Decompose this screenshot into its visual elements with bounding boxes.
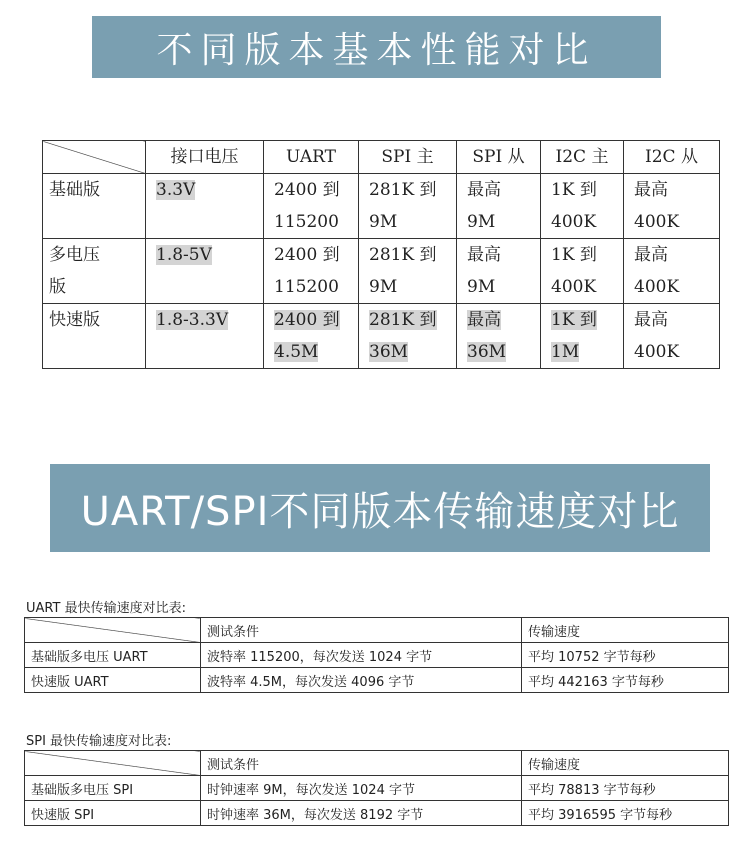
header-cell: SPI 从 [457, 141, 541, 174]
cell-line: 最高 [467, 245, 501, 265]
cell-line: 1.8-5V [156, 245, 212, 265]
table-cell [457, 304, 541, 369]
table-cell [457, 174, 541, 239]
cell-line: 115200 [274, 277, 339, 297]
table-cell [359, 174, 457, 239]
cell-line: 9M [369, 277, 398, 297]
row-label: 快速版 [43, 304, 146, 369]
cell-line: 2400 到 [274, 310, 340, 330]
table-row [25, 643, 729, 668]
section-title-speed: UART/SPI不同版本传输速度对比 [50, 464, 710, 552]
row-label: 基础版 [43, 174, 146, 239]
table-cell: 波特率 4.5M，每次发送 4096 字节 [201, 668, 522, 693]
table-header-row [25, 618, 729, 643]
cell-line: 3.3V [156, 180, 196, 200]
table-row [43, 174, 720, 239]
row-label [43, 239, 146, 304]
row-label: 基础版多电压 UART [25, 643, 201, 668]
diagonal-header-cell [43, 141, 146, 174]
table-cell: 平均 442163 字节每秒 [522, 668, 729, 693]
uart-speed-table [24, 617, 729, 693]
cell-line: 1K 到 [551, 245, 597, 265]
header-cell: 测试条件 [201, 751, 522, 776]
cell-line: 最高 [467, 180, 501, 200]
header-cell: SPI 主 [359, 141, 457, 174]
table-cell [359, 304, 457, 369]
table-cell [264, 304, 359, 369]
diagonal-header-cell [25, 751, 201, 776]
header-cell: I2C 主 [541, 141, 624, 174]
cell-line: 281K 到 [369, 180, 437, 200]
cell-line: 1.8-3.3V [156, 310, 229, 330]
cell-line: 400K [634, 212, 680, 232]
table-cell [264, 239, 359, 304]
cell-line: 2400 到 [274, 180, 340, 200]
header-cell: 传输速度 [522, 751, 729, 776]
cell-line: 最高 [634, 180, 668, 200]
table-cell [264, 174, 359, 239]
table-row [43, 304, 720, 369]
table-cell: 时钟速率 36M，每次发送 8192 字节 [201, 801, 522, 826]
uart-table-caption: UART 最快传输速度对比表: [26, 601, 186, 616]
header-cell: 接口电压 [146, 141, 264, 174]
table-cell [146, 174, 264, 239]
table-cell: 波特率 115200，每次发送 1024 字节 [201, 643, 522, 668]
table-cell [541, 174, 624, 239]
cell-line: 281K 到 [369, 245, 437, 265]
table-cell [457, 239, 541, 304]
cell-line: 281K 到 [369, 310, 437, 330]
cell-line: 最高 [634, 245, 668, 265]
cell-line: 9M [369, 212, 398, 232]
cell-line: 115200 [274, 212, 339, 232]
table-cell [624, 174, 720, 239]
cell-line: 400K [634, 277, 680, 297]
table-row [25, 776, 729, 801]
header-cell: UART [264, 141, 359, 174]
table-row [25, 668, 729, 693]
row-label: 基础版多电压 SPI [25, 776, 201, 801]
table-row [25, 801, 729, 826]
cell-line: 9M [467, 212, 496, 232]
table-cell [541, 239, 624, 304]
table-cell: 平均 10752 字节每秒 [522, 643, 729, 668]
diagonal-header-cell [25, 618, 201, 643]
table-cell: 时钟速率 9M，每次发送 1024 字节 [201, 776, 522, 801]
table-cell [146, 304, 264, 369]
cell-line: 400K [551, 212, 597, 232]
section-title-performance: 不同版本基本性能对比 [92, 16, 661, 78]
cell-line: 36M [467, 342, 507, 362]
spi-speed-table [24, 750, 729, 826]
table-cell [541, 304, 624, 369]
row-label: 快速版 UART [25, 668, 201, 693]
cell-line: 1M [551, 342, 580, 362]
row-label-line: 版 [49, 277, 66, 297]
table-header-row [25, 751, 729, 776]
cell-line: 400K [551, 277, 597, 297]
table-cell: 平均 78813 字节每秒 [522, 776, 729, 801]
cell-line: 1K 到 [551, 180, 597, 200]
header-cell: I2C 从 [624, 141, 720, 174]
cell-line: 2400 到 [274, 245, 340, 265]
table-cell [359, 239, 457, 304]
table-row [43, 239, 720, 304]
cell-line: 最高 [634, 310, 668, 330]
cell-line: 1K 到 [551, 310, 597, 330]
cell-line: 400K [634, 342, 680, 362]
cell-line: 4.5M [274, 342, 319, 362]
header-cell: 测试条件 [201, 618, 522, 643]
table-cell [146, 239, 264, 304]
table-cell [624, 304, 720, 369]
performance-comparison-table [42, 140, 720, 369]
table-header-row [43, 141, 720, 174]
cell-line: 9M [467, 277, 496, 297]
table-cell [624, 239, 720, 304]
cell-line: 36M [369, 342, 409, 362]
cell-line: 最高 [467, 310, 501, 330]
row-label: 快速版 SPI [25, 801, 201, 826]
table-cell: 平均 3916595 字节每秒 [522, 801, 729, 826]
row-label-line: 多电压 [49, 245, 100, 265]
header-cell: 传输速度 [522, 618, 729, 643]
spi-table-caption: SPI 最快传输速度对比表: [26, 734, 172, 749]
